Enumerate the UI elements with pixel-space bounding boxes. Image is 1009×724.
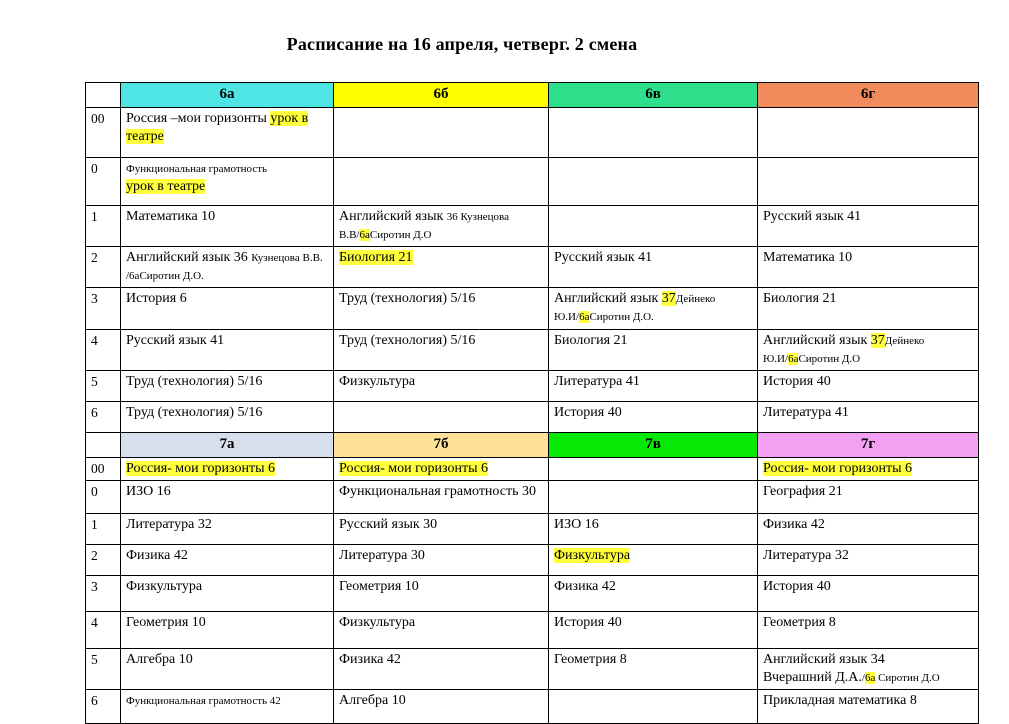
lesson-number: 6 xyxy=(86,690,121,724)
corner-cell xyxy=(86,83,121,108)
schedule-cell xyxy=(334,246,549,287)
schedule-cell xyxy=(121,329,334,370)
schedule-cell xyxy=(549,513,758,544)
schedule-cell xyxy=(758,329,979,370)
schedule-cell xyxy=(549,205,758,246)
lesson-text: Русский язык 41 xyxy=(554,249,653,265)
schedule-cell xyxy=(549,402,758,433)
schedule-cell xyxy=(549,575,758,611)
table-row xyxy=(86,690,979,724)
lesson-text: Сиротин Д.О xyxy=(875,671,940,684)
schedule-cell xyxy=(334,513,549,544)
lesson-text: География 21 xyxy=(763,483,843,499)
schedule-cell xyxy=(334,690,549,724)
lesson-number: 3 xyxy=(86,575,121,611)
schedule-cell xyxy=(549,648,758,689)
lesson-text: 37 xyxy=(870,332,885,348)
schedule-cell xyxy=(758,480,979,513)
lesson-text: Биология 21 xyxy=(339,249,413,265)
schedule-cell xyxy=(121,402,334,433)
table-row xyxy=(86,371,979,402)
lesson-text: Литература 41 xyxy=(763,405,849,420)
lesson-text: Кузнецова В.В. /6аСиротин Д.О. xyxy=(126,251,323,283)
lesson-text: Математика 10 xyxy=(126,208,216,224)
schedule-cell xyxy=(758,246,979,287)
lesson-text: урок в театре xyxy=(126,110,309,144)
schedule-cell xyxy=(121,288,334,329)
schedule-cell xyxy=(758,288,979,329)
lesson-text: 6а xyxy=(864,671,876,684)
schedule-cell xyxy=(758,157,979,205)
lesson-text: Алгебра 10 xyxy=(126,651,193,667)
schedule-cell xyxy=(549,544,758,575)
lesson-number: 4 xyxy=(86,329,121,370)
lesson-text: Литература 32 xyxy=(126,516,212,532)
schedule-cell xyxy=(334,402,549,433)
lesson-text: История 40 xyxy=(554,614,622,630)
schedule-cell xyxy=(758,611,979,648)
lesson-text: Русский язык 30 xyxy=(339,516,438,532)
schedule-cell xyxy=(758,205,979,246)
schedule-cell xyxy=(334,371,549,402)
lesson-text: Геометрия 10 xyxy=(126,614,206,630)
lesson-text: Английский язык 34 xyxy=(763,651,885,667)
lesson-number: 4 xyxy=(86,611,121,648)
lesson-number: 6 xyxy=(86,402,121,433)
schedule-cell xyxy=(121,544,334,575)
class-header-7а: 7а xyxy=(121,433,334,458)
schedule-cell xyxy=(121,371,334,402)
table-row xyxy=(86,611,979,648)
lesson-text: Дейнеко Ю.И/ xyxy=(554,293,716,324)
schedule-cell xyxy=(334,205,549,246)
schedule-cell xyxy=(334,648,549,689)
lesson-text: Труд (технология) 5/16 xyxy=(126,405,263,420)
lesson-number: 5 xyxy=(86,648,121,689)
lesson-text: Сиротин Д.О xyxy=(369,228,432,241)
schedule-cell xyxy=(549,457,758,480)
lesson-text: Литература 30 xyxy=(339,547,425,563)
lesson-number: 5 xyxy=(86,371,121,402)
lesson-text: Биология 21 xyxy=(763,291,837,307)
class-header-7г: 7г xyxy=(758,433,979,458)
lesson-text: Геометрия 8 xyxy=(554,651,627,667)
lesson-text: Русский язык 41 xyxy=(126,332,225,348)
lesson-text: Физкультура xyxy=(339,374,416,389)
schedule-cell xyxy=(758,457,979,480)
table-row xyxy=(86,402,979,433)
lesson-text: Физика 42 xyxy=(126,547,188,563)
table-row xyxy=(86,457,979,480)
section-header-row xyxy=(86,433,979,458)
lesson-text: Прикладная математика 8 xyxy=(763,693,917,709)
schedule-cell xyxy=(334,107,549,157)
lesson-text: Английский язык xyxy=(339,208,447,224)
lesson-text: Вчерашний Д.А. xyxy=(763,669,862,685)
section-header-row xyxy=(86,83,979,108)
class-header-7б: 7б xyxy=(334,433,549,458)
schedule-cell xyxy=(334,457,549,480)
lesson-text: Литература 41 xyxy=(554,374,640,389)
lesson-text: Физкультура xyxy=(339,614,416,630)
lesson-number: 0 xyxy=(86,157,121,205)
schedule-cell xyxy=(549,480,758,513)
schedule-cell xyxy=(121,480,334,513)
lesson-text: / xyxy=(861,671,865,684)
class-header-6б: 6б xyxy=(334,83,549,108)
schedule-cell xyxy=(758,402,979,433)
lesson-text: Английский язык 36 xyxy=(126,249,252,265)
lesson-text: ИЗО 16 xyxy=(126,483,171,499)
schedule-cell xyxy=(334,611,549,648)
schedule-cell xyxy=(549,371,758,402)
table-row xyxy=(86,480,979,513)
schedule-cell xyxy=(334,288,549,329)
schedule-cell xyxy=(121,611,334,648)
lesson-number: 1 xyxy=(86,513,121,544)
lesson-text: Труд (технология) 5/16 xyxy=(126,374,263,389)
schedule-cell xyxy=(121,513,334,544)
schedule-cell xyxy=(121,246,334,287)
lesson-text: История 6 xyxy=(126,291,187,307)
lesson-text: 6а xyxy=(359,228,370,241)
table-row xyxy=(86,107,979,157)
schedule-cell xyxy=(549,246,758,287)
schedule-cell xyxy=(121,690,334,724)
schedule-cell xyxy=(758,544,979,575)
lesson-text: Алгебра 10 xyxy=(339,693,406,709)
schedule-table xyxy=(85,82,979,724)
lesson-text: ИЗО 16 xyxy=(554,516,599,532)
table-row xyxy=(86,205,979,246)
schedule-cell xyxy=(334,480,549,513)
lesson-number: 0 xyxy=(86,480,121,513)
lesson-text: Россия- мои горизонты 6 xyxy=(339,460,489,476)
lesson-number: 00 xyxy=(86,457,121,480)
table-row xyxy=(86,288,979,329)
lesson-text: Россия –мои горизонты xyxy=(126,110,271,126)
lesson-text: История 40 xyxy=(554,405,622,420)
table-row xyxy=(86,157,979,205)
table-row xyxy=(86,544,979,575)
schedule-cell xyxy=(549,611,758,648)
lesson-text: Функциональная грамотность 42 xyxy=(126,695,281,708)
schedule-table-body xyxy=(86,83,979,724)
schedule-cell xyxy=(758,575,979,611)
lesson-text: 6а xyxy=(579,311,590,324)
lesson-text: Функциональная грамотность 30 xyxy=(339,483,536,499)
lesson-text: Геометрия 10 xyxy=(339,578,419,594)
schedule-cell xyxy=(334,544,549,575)
schedule-cell xyxy=(758,648,979,689)
lesson-text: 6а xyxy=(788,352,799,365)
lesson-text: Дейнеко Ю.И/ xyxy=(763,334,925,365)
table-row xyxy=(86,648,979,689)
lesson-text: Россия- мои горизонты 6 xyxy=(126,460,276,476)
schedule-cell xyxy=(121,575,334,611)
lesson-number: 3 xyxy=(86,288,121,329)
page-title: Расписание на 16 апреля, четверг. 2 смена xyxy=(286,34,638,54)
schedule-cell xyxy=(758,690,979,724)
schedule-cell xyxy=(121,457,334,480)
schedule-cell xyxy=(549,329,758,370)
schedule-cell xyxy=(549,157,758,205)
corner-cell xyxy=(86,433,121,458)
schedule-cell xyxy=(334,575,549,611)
table-row xyxy=(86,575,979,611)
lesson-text: 37 xyxy=(661,291,676,307)
schedule-cell xyxy=(758,107,979,157)
lesson-text: Физкультура xyxy=(126,578,203,594)
schedule-cell xyxy=(334,157,549,205)
lesson-text: Математика 10 xyxy=(763,249,853,265)
lesson-text: История 40 xyxy=(763,374,831,389)
lesson-number: 00 xyxy=(86,107,121,157)
schedule-cell xyxy=(549,107,758,157)
lesson-text: Физика 42 xyxy=(554,578,616,594)
lesson-text: Русский язык 41 xyxy=(763,208,862,224)
class-header-6а: 6а xyxy=(121,83,334,108)
schedule-cell xyxy=(549,690,758,724)
lesson-text: урок в театре xyxy=(126,178,206,194)
table-row xyxy=(86,513,979,544)
lesson-text: Геометрия 8 xyxy=(763,614,836,630)
lesson-text: История 40 xyxy=(763,578,831,594)
table-row xyxy=(86,246,979,287)
schedule-cell xyxy=(121,157,334,205)
schedule-cell xyxy=(758,371,979,402)
lesson-text: Физкультура xyxy=(554,547,631,563)
schedule-cell xyxy=(334,329,549,370)
schedule-cell xyxy=(758,513,979,544)
lesson-text: Функциональная грамотность xyxy=(126,162,268,175)
lesson-text: Труд (технология) 5/16 xyxy=(339,291,476,307)
lesson-text: Биология 21 xyxy=(554,332,628,348)
schedule-cell xyxy=(121,648,334,689)
lesson-text: Английский язык xyxy=(554,291,662,307)
class-header-6в: 6в xyxy=(549,83,758,108)
lesson-number: 1 xyxy=(86,205,121,246)
lesson-number: 2 xyxy=(86,544,121,575)
lesson-text: Сиротин Д.О. xyxy=(589,311,654,324)
table-row xyxy=(86,329,979,370)
class-header-7в: 7в xyxy=(549,433,758,458)
lesson-text: Английский язык xyxy=(763,332,871,348)
lesson-text: Россия- мои горизонты 6 xyxy=(763,460,913,476)
lesson-text: Труд (технология) 5/16 xyxy=(339,332,476,348)
lesson-text: Сиротин Д.О xyxy=(798,352,861,365)
lesson-text: Литература 32 xyxy=(763,547,849,563)
schedule-cell xyxy=(549,288,758,329)
class-header-6г: 6г xyxy=(758,83,979,108)
lesson-text: Физика 42 xyxy=(763,516,825,532)
lesson-text: 36 Кузнецова В.В/ xyxy=(339,210,509,241)
schedule-cell xyxy=(121,205,334,246)
lesson-number: 2 xyxy=(86,246,121,287)
lesson-text: Физика 42 xyxy=(339,651,401,667)
schedule-cell xyxy=(121,107,334,157)
